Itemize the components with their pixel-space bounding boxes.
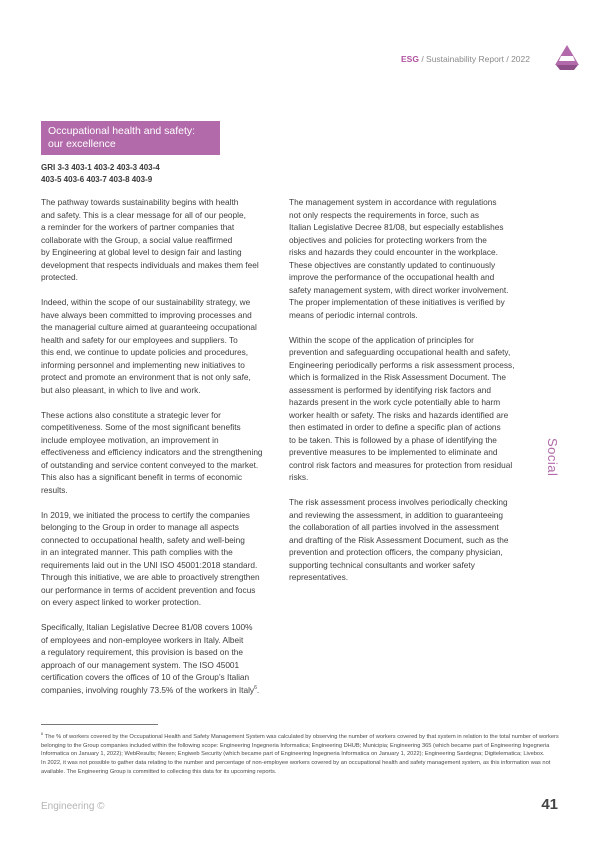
- left-paragraph-3: These actions also constitute a strategic lever for competitiveness. Some of the most significant benefits include employee motivation, an improvement in effectiveness and efficiency indicators and the strengthening of outstanding and service content conveyed to the market. This also has a significant benefit in terms of economic results.: [41, 409, 263, 495]
- right-column: [289, 196, 529, 596]
- footer-brand: Engineering ©: [41, 801, 105, 812]
- footnote-body-1: The % of workers covered by the Occupational Health and Safety Management System was calculated by observing the number of workers covered by that system in relation to the total number of workers belonging to the Group companies included within the following scope: Engineering Ingegneria Informatica; Engineering DHUB; Municipia; Engineering 365 (which became part of Engineering Ingegneria Informatica on January 1, 2022); WebResults; Nexen; Engiweb Security (which became part of Engineering Ingegneria Informatica on January 1, 2022); Engineering Sardegna; Digitelematica; Livebox.: [41, 733, 559, 758]
- section-title-line1: Occupational health and safety:: [48, 125, 196, 137]
- footnote: [41, 730, 561, 776]
- report-header: [401, 54, 530, 64]
- gri-line2: 403-5 403-6 403-7 403-8 403-9: [41, 175, 153, 184]
- right-paragraph-1: The management system in accordance with regulations not only respects the requirements in force, such as Italian Legislative Decree 81/08, but especially establishes objectives and policies for protecting workers from the risks and hazards they could encounter in the workplace. These objectives are constantly updated to continuously improve the performance of the occupational health and safety management system, with direct worker involvement. The proper implementation of these initiatives is verified by means of periodic internal controls.: [289, 197, 509, 320]
- left-paragraph-4: In 2019, we initiated the process to certify the companies belonging to the Group in order to manage all aspects connected to occupational health, safety and well-being in an integrated manner. This path complies with the requirements laid out in the UNI ISO 45001:2018 standard. Through this initiative, we are able to proactively strengthen our performance in terms of accident prevention and focus on every aspect linked to worker protection.: [41, 509, 260, 607]
- gri-codes: [41, 162, 160, 186]
- right-paragraph-2: Within the scope of the application of principles for prevention and safeguarding occupational health and safety, Engineering periodically performs a risk assessment process, which is formalized in the Risk Assessment Document. The assessment is performed by identifying risk factors and hazards present in the work cycle potentially able to harm worker health or safety. The risks and hazards identified are then estimated in order to define a specific plan of actions to be taken. This is followed by a phase of identifying the preventive measures to be implemented to eliminate and control risk factors and measures for protection from residual risks.: [289, 334, 515, 482]
- section-title: [41, 121, 220, 155]
- footnote-marker: 6: [41, 731, 44, 736]
- footnote-text-2: In 2022, it was not possible to gather data relating to the number and percentage of non-employee workers covered by an occupational health and safety management system, as this information was not available. The Engineering Group is committed to collecting this data for its upcoming reports.: [41, 760, 551, 775]
- left-paragraph-5-end: .: [256, 684, 260, 695]
- left-paragraph-2: Indeed, within the scope of our sustainability strategy, we have always been committed to improving processes and the managerial culture aimed at guaranteeing occupational health and safety for our employees and suppliers. To this end, we continue to update policies and procedures, informing personnel and implementing new initiatives to protect and promote an environment that is not only safe, but also pleasant, in which to live and work.: [41, 297, 257, 395]
- section-title-line2: our excellence: [48, 138, 116, 150]
- footnote-text-1: [41, 730, 561, 759]
- report-title: / Sustainability Report / 2022: [421, 54, 530, 64]
- footnote-divider: [41, 724, 158, 725]
- engineering-logo-icon: [553, 44, 581, 72]
- gri-line1: GRI 3-3 403-1 403-2 403-3 403-4: [41, 163, 160, 172]
- esg-label: ESG: [400, 54, 419, 64]
- right-paragraph-3: The risk assessment process involves periodically checking and reviewing the assessment, in addition to guaranteeing the collaboration of all parties involved in the assessment and drafting of the Risk Assessment Document, such as the prevention and protection officers, the company physician, supporting technical consultants and worker safety representatives.: [289, 497, 509, 582]
- left-column: [41, 196, 276, 696]
- left-paragraph-5: [41, 621, 276, 696]
- left-paragraph-1: The pathway towards sustainability begins with health and safety. This is a clear message for all of our people, a reminder for the workers of partner companies that collaborate with the Group, a social value reaffirmed by Engineering at global level to design fair and lasting development that respects individuals and makes them feel protected.: [41, 197, 259, 282]
- footnote-ref: 6: [254, 684, 257, 691]
- page-number: 41: [541, 796, 558, 813]
- side-section-label: Social: [545, 438, 560, 477]
- left-paragraph-5-text: Specifically, Italian Legislative Decree 81/08 covers 100% of employees and non-employee workers in Italy. Albeit a regulatory requirement, this provision is based on the approach of our management system. The ISO 45001 certification covers the offices of 10 of the Group’s Italian companies, involving roughly 73.5% of the workers in Italy: [41, 622, 255, 695]
